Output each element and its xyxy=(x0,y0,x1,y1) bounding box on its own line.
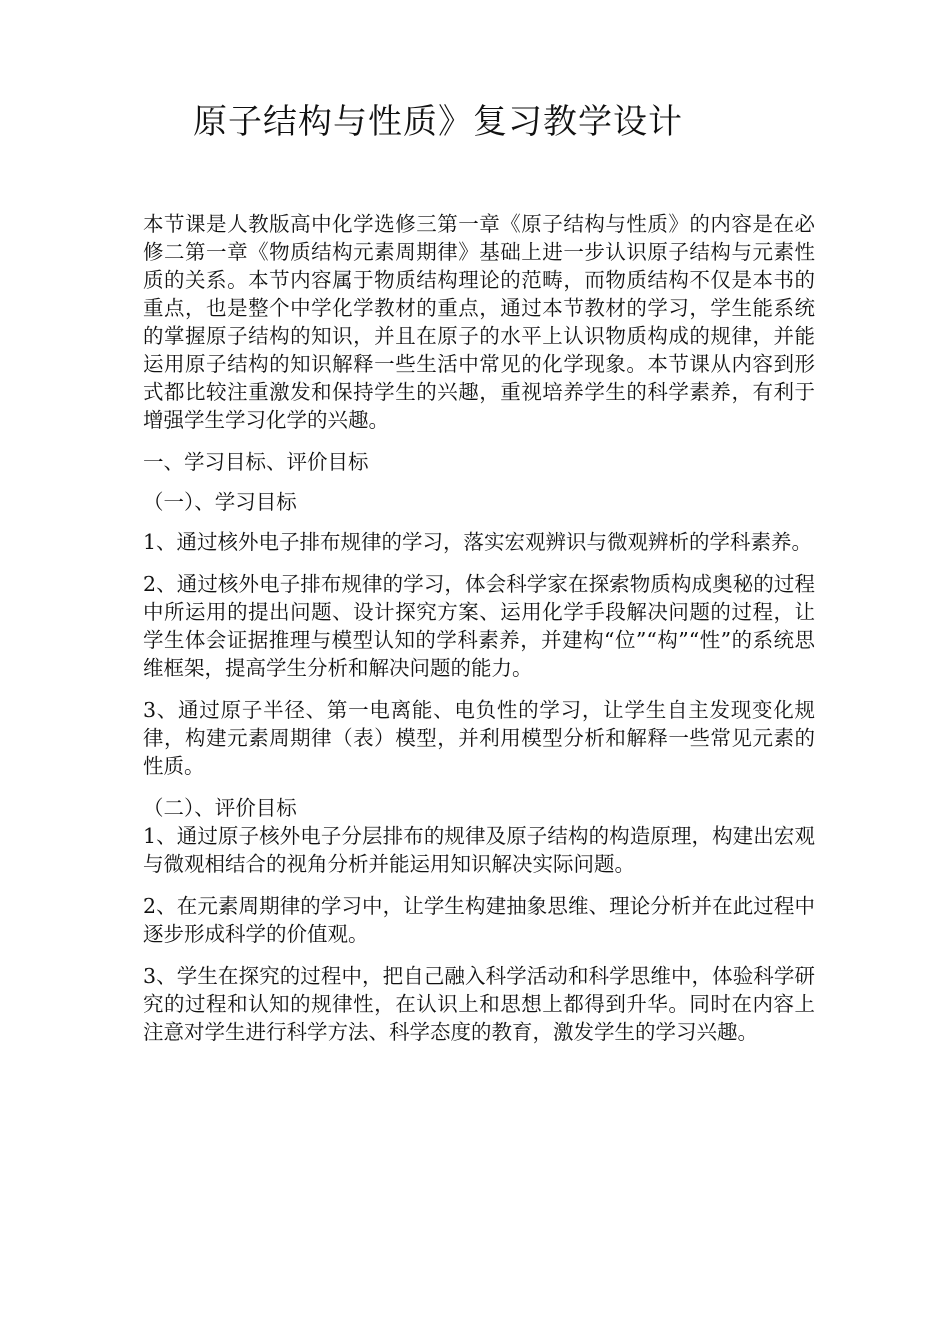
learning-goal-item-3: 3、通过原子半径、第一电离能、电负性的学习，让学生自主发现变化规律，构建元素周期律（表）模型，并利用模型分析和解释一些常见元素的性质。 xyxy=(143,698,815,778)
intro-paragraph: 本节课是人教版高中化学选修三第一章《原子结构与性质》的内容是在必修二第一章《物质结构元素周期律》基础上进一步认识原子结构与元素性质的关系。本节内容属于物质结构理论的范畴，而物质结构不仅是本书的重点，也是整个中学化学教材的重点，通过本节教材的学习，学生能系统的掌握原子结构的知识，并且在原子的水平上认识物质构成的规律，并能运用原子结构的知识解释一些生活中常见的化学现象。本节课从内容到形式都比较注重激发和保持学生的兴趣，重视培养学生的科学素养，有利于增强学生学习化学的兴趣。 xyxy=(143,212,815,432)
evaluation-goal-item-1: 1、通过原子核外电子分层排布的规律及原子结构的构造原理，构建出宏观与微观相结合的视角分析并能运用知识解决实际问题。 xyxy=(143,824,815,876)
subsection-heading-learning-goals: （一）、学习目标 xyxy=(143,490,297,514)
document-title: 原子结构与性质》复习教学设计 xyxy=(193,102,683,142)
learning-goal-item-1: 1、通过核外电子排布规律的学习，落实宏观辨识与微观辨析的学科素养。 xyxy=(143,530,813,554)
learning-goal-item-2: 2、通过核外电子排布规律的学习，体会科学家在探索物质构成奥秘的过程中所运用的提出问题、设计探究方案、运用化学手段解决问题的过程，让学生体会证据推理与模型认知的学科素养，并建构“位”“构”“性”的系统思维框架，提高学生分析和解决问题的能力。 xyxy=(143,572,815,680)
evaluation-goal-item-2: 2、在元素周期律的学习中，让学生构建抽象思维、理论分析并在此过程中逐步形成科学的价值观。 xyxy=(143,894,815,946)
section-heading-goals: 一、学习目标、评价目标 xyxy=(143,450,369,474)
document-body xyxy=(143,210,815,1060)
evaluation-goal-item-3: 3、学生在探究的过程中，把自己融入科学活动和科学思维中，体验科学研究的过程和认知的规律性，在认识上和思想上都得到升华。同时在内容上注意对学生进行科学方法、科学态度的教育，激发学生的学习兴趣。 xyxy=(143,964,815,1044)
subsection-heading-evaluation-goals: （二）、评价目标 xyxy=(143,796,297,820)
